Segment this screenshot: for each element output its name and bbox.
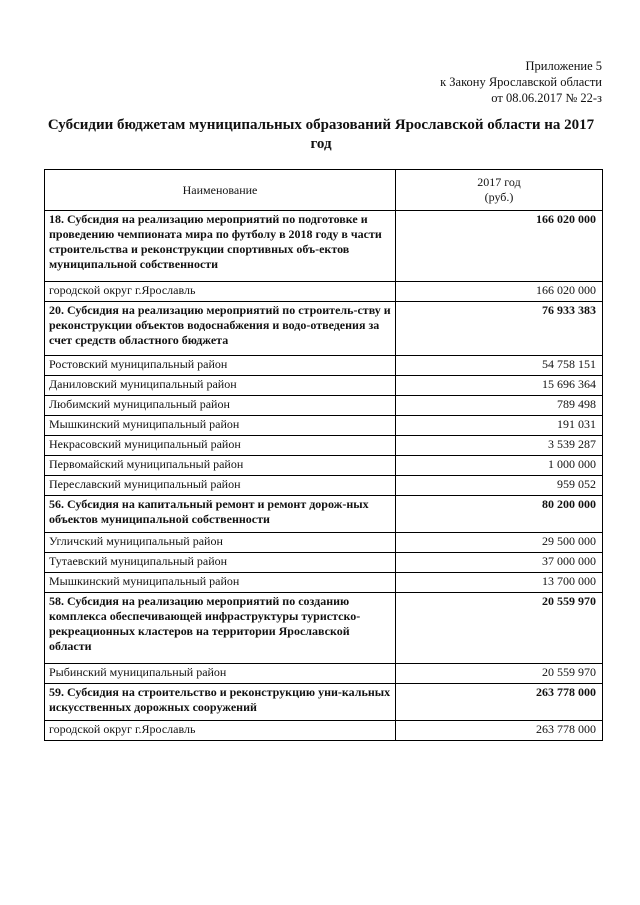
recipient-amount: 54 758 151 xyxy=(396,356,603,376)
subsidies-table xyxy=(44,169,603,741)
recipient-name: Даниловский муниципальный район xyxy=(45,376,396,396)
table-row xyxy=(45,456,603,476)
table-row xyxy=(45,533,603,553)
recipient-amount: 1 000 000 xyxy=(396,456,603,476)
column-header-name: Наименование xyxy=(45,170,396,211)
recipient-amount: 37 000 000 xyxy=(396,553,603,573)
table-row xyxy=(45,436,603,456)
appendix-label: Приложение 5 xyxy=(525,59,602,73)
column-header-year-label: 2017 год xyxy=(477,175,521,189)
recipient-amount: 166 020 000 xyxy=(396,282,603,302)
section-name: 20. Субсидия на реализацию мероприятий по строитель-ству и реконструкции объектов водоснабжения и водо-отведения за счет средств областного бюджета xyxy=(45,302,396,356)
recipient-name: городской округ г.Ярославль xyxy=(45,721,396,741)
column-header-year xyxy=(396,170,603,211)
table-row xyxy=(45,282,603,302)
recipient-name: городской округ г.Ярославль xyxy=(45,282,396,302)
table-row xyxy=(45,553,603,573)
recipient-amount: 191 031 xyxy=(396,416,603,436)
section-amount: 80 200 000 xyxy=(396,496,603,533)
recipient-amount: 789 498 xyxy=(396,396,603,416)
recipient-name: Ростовский муниципальный район xyxy=(45,356,396,376)
recipient-name: Угличский муниципальный район xyxy=(45,533,396,553)
table-row xyxy=(45,664,603,684)
recipient-name: Любимский муниципальный район xyxy=(45,396,396,416)
recipient-name: Рыбинский муниципальный район xyxy=(45,664,396,684)
table-body xyxy=(45,211,603,741)
recipient-amount: 15 696 364 xyxy=(396,376,603,396)
section-amount: 76 933 383 xyxy=(396,302,603,356)
section-name: 58. Субсидия на реализацию мероприятий по созданию комплекса обеспечивающей инфраструктуры туристско-рекреационных кластеров на территории Ярославской области xyxy=(45,593,396,664)
table-row xyxy=(45,356,603,376)
table-row xyxy=(45,721,603,741)
document-header xyxy=(440,58,602,106)
recipient-name: Тутаевский муниципальный район xyxy=(45,553,396,573)
section-name: 56. Субсидия на капитальный ремонт и ремонт дорож-ных объектов муниципальной собственности xyxy=(45,496,396,533)
table-row xyxy=(45,476,603,496)
section-row xyxy=(45,684,603,721)
table-row xyxy=(45,376,603,396)
title-line-1: Субсидии бюджетам муниципальных образований Ярославской области на 2017 xyxy=(47,117,595,133)
recipient-name: Некрасовский муниципальный район xyxy=(45,436,396,456)
section-name: 18. Субсидия на реализацию мероприятий по подготовке и проведению чемпионата мира по футболу в 2018 году в части строительства и реконструкции спортивных объ-ектов муниципальной собственности xyxy=(45,211,396,282)
recipient-amount: 13 700 000 xyxy=(396,573,603,593)
title-line-2: год xyxy=(310,136,332,152)
law-reference: к Закону Ярославской области xyxy=(440,75,602,89)
law-date: от 08.06.2017 № 22-з xyxy=(491,91,602,105)
recipient-amount: 3 539 287 xyxy=(396,436,603,456)
section-amount: 166 020 000 xyxy=(396,211,603,282)
recipient-name: Мышкинский муниципальный район xyxy=(45,416,396,436)
recipient-amount: 20 559 970 xyxy=(396,664,603,684)
recipient-name: Переславский муниципальный район xyxy=(45,476,396,496)
recipient-name: Первомайский муниципальный район xyxy=(45,456,396,476)
table-row xyxy=(45,416,603,436)
recipient-name: Мышкинский муниципальный район xyxy=(45,573,396,593)
section-row xyxy=(45,211,603,282)
section-amount: 263 778 000 xyxy=(396,684,603,721)
section-name: 59. Субсидия на строительство и реконструкцию уни-кальных искусственных дорожных сооружений xyxy=(45,684,396,721)
section-row xyxy=(45,496,603,533)
recipient-amount: 29 500 000 xyxy=(396,533,603,553)
section-row xyxy=(45,302,603,356)
section-row xyxy=(45,593,603,664)
recipient-amount: 263 778 000 xyxy=(396,721,603,741)
recipient-amount: 959 052 xyxy=(396,476,603,496)
column-header-unit: (руб.) xyxy=(484,190,514,204)
table-header-row xyxy=(45,170,603,211)
section-amount: 20 559 970 xyxy=(396,593,603,664)
document-title xyxy=(40,116,602,154)
table-row xyxy=(45,573,603,593)
table-row xyxy=(45,396,603,416)
